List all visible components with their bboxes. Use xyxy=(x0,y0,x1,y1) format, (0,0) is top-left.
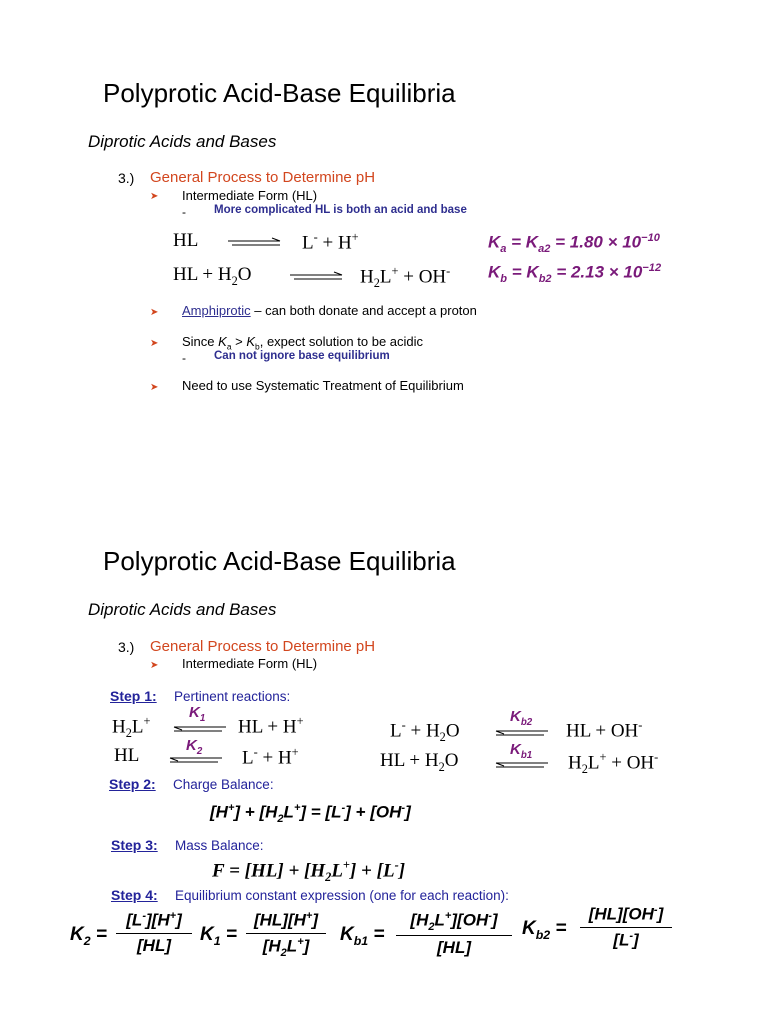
equilibrium-arrows-icon xyxy=(174,724,230,734)
reaction-h2l-oh: $H_2L^+ + OH^-$ xyxy=(568,750,659,777)
slide1-note-since: Can not ignore base equilibrium xyxy=(214,350,390,362)
kb2-fraction: [HL][OH-] [L-] xyxy=(580,904,672,950)
reaction2-left: HL + $H_2O$ xyxy=(173,264,252,288)
slide1-bullet-amphiprotic: Amphiprotic – can both donate and accept a proton xyxy=(182,303,477,318)
charge-balance-equation: $[H^+] + [H_2L^+] = [L^-] + [OH^-]$ xyxy=(210,802,411,826)
reaction1-right: L- + H+ xyxy=(302,230,359,254)
slide2-title: Polyprotic Acid-Base Equilibria xyxy=(103,546,456,576)
slide2-bullet-intermediate: Intermediate Form (HL) xyxy=(182,656,318,671)
step1-text: Pertinent reactions: xyxy=(174,689,291,704)
step1-label: Step 1: xyxy=(110,688,157,704)
kb2-expression-label: $K_{b2}$ = xyxy=(522,918,567,942)
k2-fraction: [L-][H+] [HL] xyxy=(116,910,192,956)
dash-icon: - xyxy=(182,205,186,219)
slide1-bullet-systematic: Need to use Systematic Treatment of Equilibrium xyxy=(182,378,464,393)
kb1-expression-label: $K_{b1}$ = xyxy=(340,924,385,948)
slide1-bullet-intermediate: Intermediate Form (HL) xyxy=(182,188,318,203)
step2-text: Charge Balance: xyxy=(173,777,274,792)
reaction-hl-h2o: HL + $H_2O$ xyxy=(380,750,459,774)
bullet-arrow-icon: ➤ xyxy=(150,338,159,349)
k1-label: $K_1$ xyxy=(189,704,206,724)
step4-label: Step 4: xyxy=(111,887,158,903)
k2-expression-label: $K_2$ = xyxy=(70,924,107,948)
slide1-item-heading: General Process to Determine pH xyxy=(150,169,376,186)
slide1-note-intermediate: More complicated HL is both an acid and base xyxy=(214,204,467,216)
slide2-subtitle: Diprotic Acids and Bases xyxy=(88,600,277,619)
bullet-arrow-icon: ➤ xyxy=(150,191,159,202)
kb1-label: $K_{b1}$ xyxy=(510,741,533,761)
reaction2-right: $H_2L^+ + OH^-$ xyxy=(360,264,451,291)
step3-label: Step 3: xyxy=(111,837,158,853)
step3-text: Mass Balance: xyxy=(175,838,264,853)
equilibrium-arrows-icon xyxy=(170,755,226,765)
slide1-subtitle: Diprotic Acids and Bases xyxy=(88,132,277,151)
step4-text: Equilibrium constant expression (one for each reaction): xyxy=(175,888,509,903)
equilibrium-arrows-icon xyxy=(496,760,552,770)
k1-expression-label: $K_1$ = xyxy=(200,924,237,948)
slide2-item-number: 3.) xyxy=(118,639,135,655)
dash-icon: - xyxy=(182,351,186,365)
equilibrium-arrows-icon xyxy=(496,728,552,738)
bullet-arrow-icon: ➤ xyxy=(150,307,159,318)
slide1-item-number: 3.) xyxy=(118,170,135,186)
reaction-l-h: L- + H+ xyxy=(242,745,299,769)
forward-equilibrium-arrow-icon xyxy=(290,272,346,282)
slide1-title: Polyprotic Acid-Base Equilibria xyxy=(103,78,456,108)
reaction-hl-oh: HL + OH- xyxy=(566,718,643,742)
k1-fraction: [HL][H+] $[H_2L^+]$ xyxy=(246,910,326,959)
bullet-arrow-icon: ➤ xyxy=(150,660,159,671)
kb-expression: $K_b = K_{b2} = 2.13 \times 10^{-12}$ xyxy=(488,262,662,286)
step2-label: Step 2: xyxy=(109,776,156,792)
ka-expression: $K_a = K_{a2} = 1.80 \times 10^{-10}$ xyxy=(488,232,660,256)
amphiprotic-link[interactable]: Amphiprotic xyxy=(182,303,251,318)
kb2-label: $K_{b2}$ xyxy=(510,708,533,728)
reaction-h2l: $H_2L^+$ xyxy=(112,714,151,741)
k2-label: $K_2$ xyxy=(186,737,203,757)
bullet-arrow-icon: ➤ xyxy=(150,382,159,393)
slide1-bullet-since: Since $K_a > K_b$, expect solution to be acidic xyxy=(182,334,424,352)
mass-balance-equation: $F = [HL] + [H_2L^+] + [L^-]$ xyxy=(212,858,406,885)
reaction1-left: HL xyxy=(173,230,199,251)
reaction-l-h2o: $L^- + H_2O$ xyxy=(390,718,460,745)
reaction-hl: HL xyxy=(114,745,140,766)
kb1-fraction: $[H_2L^+][OH^-]$ [HL] xyxy=(396,910,512,958)
forward-equilibrium-arrow-icon xyxy=(228,238,284,248)
slide2-item-heading: General Process to Determine pH xyxy=(150,638,376,655)
reaction-hl-h: HL + H+ xyxy=(238,714,304,738)
